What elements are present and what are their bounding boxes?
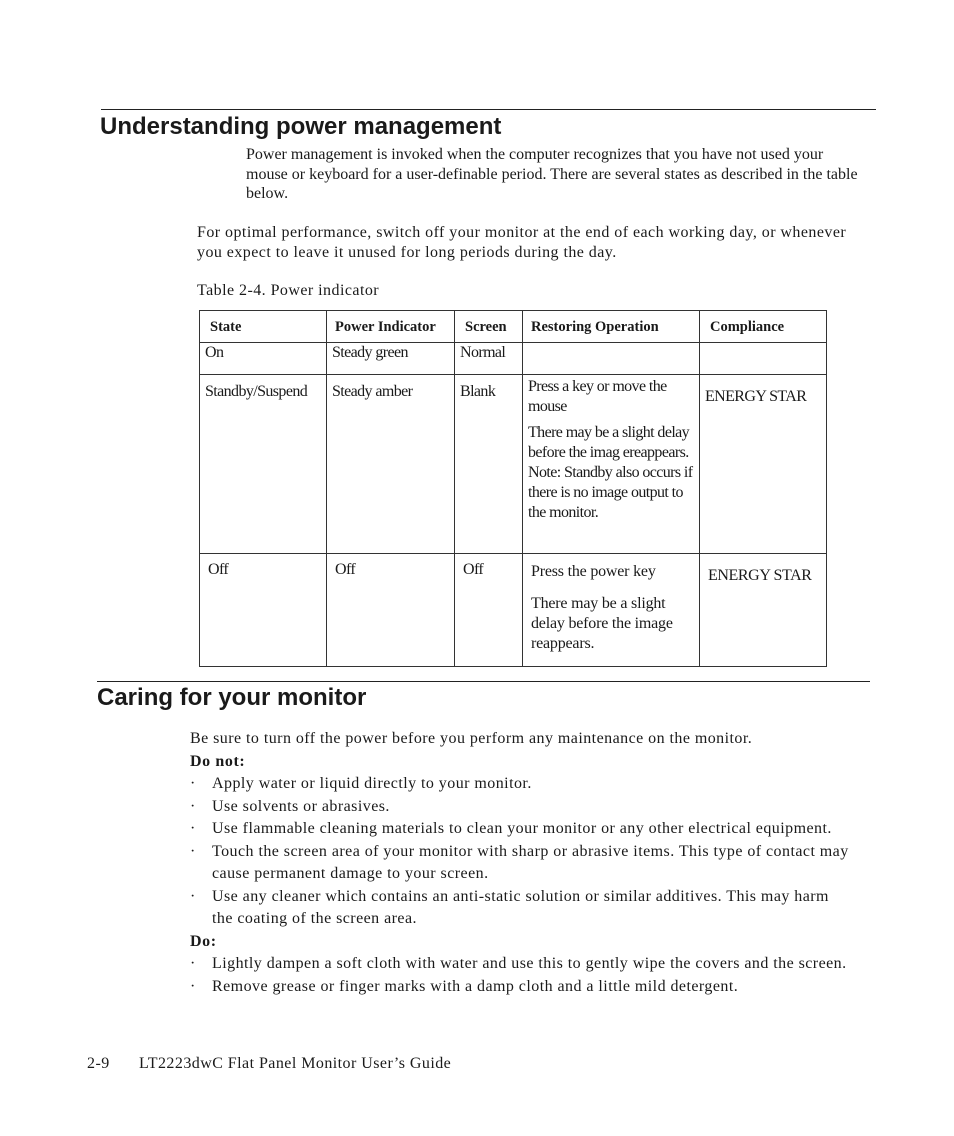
list-item (190, 953, 850, 976)
power-intro-paragraph: Power management is invoked when the computer recognizes that you have not used your mouse or keyboard for a user-definable period. There are several states as described in the table below. (246, 146, 858, 202)
cell-compliance (700, 554, 827, 667)
do-list (190, 953, 850, 998)
cell-restoring-operation (523, 343, 700, 375)
table-row (200, 554, 827, 667)
table-row (200, 375, 827, 554)
table-row (200, 343, 827, 375)
page-number: 2-9 (87, 1055, 110, 1072)
bullet-icon: · (190, 887, 196, 905)
cell-screen: Normal (455, 343, 523, 375)
compliance-text: ENERGY STAR (708, 567, 812, 584)
bullet-icon: · (190, 955, 196, 972)
optimal-performance-paragraph: For optimal performance, switch off your monitor at the end of each working day, or whenever you expect to leave it unused for long periods during the day. (197, 224, 847, 261)
cell-screen (455, 375, 523, 554)
list-item-text: Use any cleaner which contains an anti-static solution or similar additives. This may harm the coating of the screen area. (212, 887, 829, 927)
cell-state: On (200, 343, 327, 375)
bullet-icon: · (190, 775, 196, 792)
bullet-icon: · (190, 820, 196, 837)
compliance-text: ENERGY STAR (705, 388, 807, 405)
list-item-text: Use flammable cleaning materials to clean your monitor or any other electrical equipment. (212, 820, 832, 837)
donot-list (190, 773, 850, 931)
care-instructions (190, 728, 850, 998)
donot-label: Do not: (190, 752, 246, 770)
indicator-text: Steady amber (332, 383, 413, 400)
restore-text: Press the power key (531, 563, 656, 580)
header-restoring-operation: Restoring Operation (523, 311, 700, 343)
cell-power-indicator: Steady green (327, 343, 455, 375)
list-item (190, 976, 850, 999)
list-item (190, 841, 850, 886)
cell-restoring-operation (523, 375, 700, 554)
restore-text: Press a key or move the mouse (528, 378, 667, 415)
list-item-text: Touch the screen area of your monitor with sharp or abrasive items. This type of contact may cause permanent damage to your screen. (212, 842, 849, 882)
power-indicator-table (199, 310, 827, 667)
header-state: State (200, 311, 327, 343)
bullet-icon: · (190, 842, 196, 860)
list-item (190, 818, 850, 841)
list-item-text: Lightly dampen a soft cloth with water and use this to gently wipe the covers and the screen. (212, 955, 847, 972)
state-text: Standby/Suspend (205, 383, 308, 400)
bullet-icon: · (190, 977, 196, 995)
cell-power-indicator (327, 375, 455, 554)
restore-note: There may be a slight delay before the image reappears. (531, 595, 673, 652)
restore-note: There may be a slight delay before the imag ereappears. Note: Standby also occurs if there is no image output to the monitor. (528, 424, 693, 521)
page-footer (87, 1055, 451, 1073)
header-power-indicator: Power Indicator (327, 311, 455, 343)
indicator-text: Off (335, 561, 356, 578)
list-item-text: Apply water or liquid directly to your monitor. (212, 775, 532, 792)
section-title-power-management: Understanding power management (100, 113, 502, 140)
list-item (190, 773, 850, 796)
bullet-icon: · (190, 797, 196, 815)
section-title-caring: Caring for your monitor (97, 684, 367, 711)
document-title: LT2223dwC Flat Panel Monitor User’s Guide (139, 1055, 452, 1072)
cell-power-indicator (327, 554, 455, 667)
cell-state (200, 375, 327, 554)
screen-text: Off (463, 561, 484, 578)
header-compliance: Compliance (700, 311, 827, 343)
list-item (190, 886, 850, 931)
cell-compliance (700, 375, 827, 554)
section-rule (97, 681, 870, 682)
screen-text: Blank (460, 383, 496, 400)
cell-state (200, 554, 327, 667)
cell-restoring-operation (523, 554, 700, 667)
do-label: Do: (190, 932, 217, 950)
top-rule (101, 109, 876, 110)
header-screen: Screen (455, 311, 523, 343)
care-intro: Be sure to turn off the power before you perform any maintenance on the monitor. (190, 730, 753, 747)
state-text: Off (208, 561, 229, 578)
cell-compliance (700, 343, 827, 375)
list-item (190, 796, 850, 819)
list-item-text: Use solvents or abrasives. (212, 797, 390, 815)
table-header-row (200, 311, 827, 343)
table-caption: Table 2-4. Power indicator (197, 282, 380, 299)
cell-screen (455, 554, 523, 667)
list-item-text: Remove grease or finger marks with a damp cloth and a little mild detergent. (212, 977, 739, 995)
